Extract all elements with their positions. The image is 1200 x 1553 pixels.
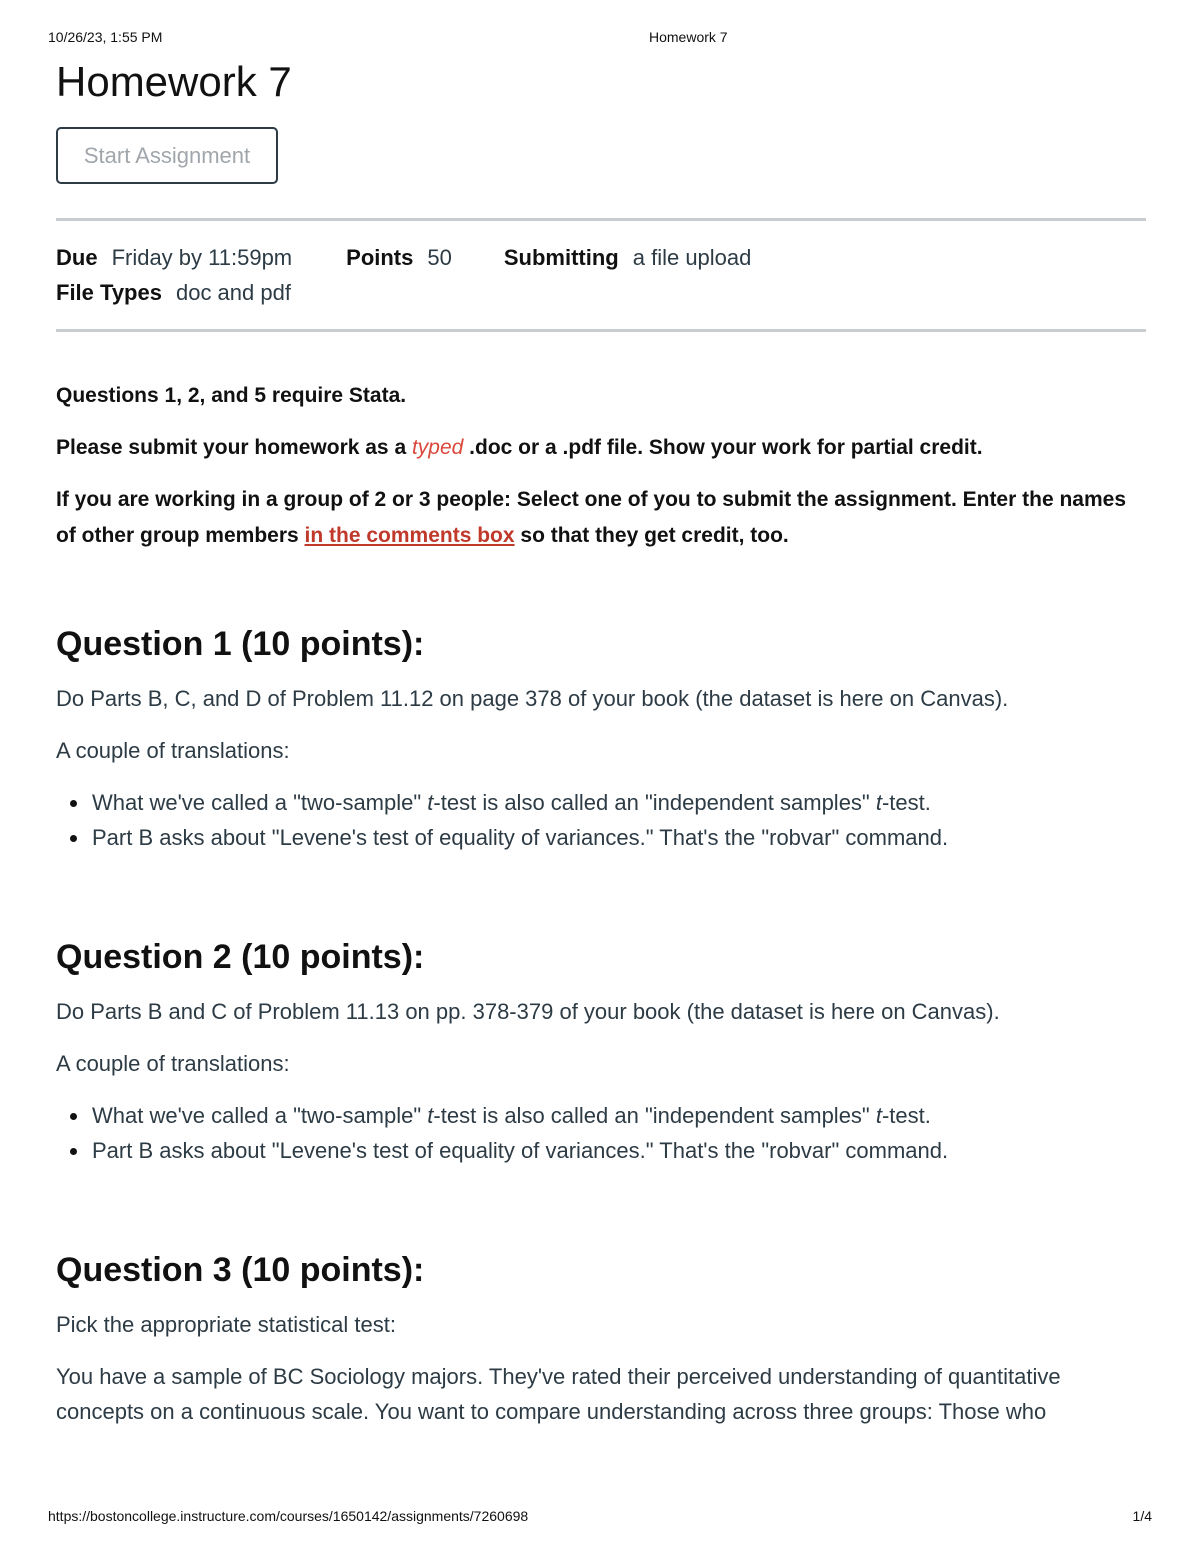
print-datetime: 10/26/23, 1:55 PM <box>48 29 163 45</box>
instructions <box>56 378 1146 554</box>
list-item: Part B asks about "Levene's test of equality of variances." That's the "robvar" command. <box>92 820 1146 855</box>
page-title: Homework 7 <box>56 58 292 105</box>
typed-emphasis: typed <box>411 436 464 459</box>
start-assignment-button[interactable]: Start Assignment <box>56 127 278 184</box>
question-2-heading: Question 2 (10 points): <box>56 938 425 976</box>
submission-format-note: Please submit your homework as a typed .doc or a .pdf file. Show your work for partial credit. <box>56 436 983 459</box>
list-item: Part B asks about "Levene's test of equality of variances." That's the "robvar" command. <box>92 1133 1146 1168</box>
details-divider-bottom <box>56 329 1146 332</box>
submitting-label: Submitting <box>503 245 619 270</box>
question-2-translations-list <box>56 1098 1146 1168</box>
question-1-heading: Question 1 (10 points): <box>56 625 425 663</box>
points-value: 50 <box>427 245 452 270</box>
submitting-value: a file upload <box>632 245 752 270</box>
print-page-title: Homework 7 <box>649 29 728 45</box>
file-types-value: doc and pdf <box>175 280 291 305</box>
comments-box-link[interactable]: in the comments box <box>304 524 515 547</box>
assignment-content <box>56 56 1146 1429</box>
question-1 <box>56 622 1146 855</box>
question-3-paragraph: You have a sample of BC Sociology majors. They've rated their perceived understanding of quantitative concepts on a continuous scale. You want to compare understanding across three groups: Those who <box>56 1364 1061 1424</box>
question-2-translations-intro: A couple of translations: <box>56 1051 290 1076</box>
due-value: Friday by 11:59pm <box>111 245 293 270</box>
list-item: What we've called a "two-sample" t-test is also called an "independent samples" t-test. <box>92 1098 1146 1133</box>
print-url: https://bostoncollege.instructure.com/courses/1650142/assignments/7260698 <box>48 1508 529 1524</box>
points-label: Points <box>346 245 414 270</box>
question-2-text: Do Parts B and C of Problem 11.13 on pp. 378-379 of your book (the dataset is here on Canvas). <box>56 999 1000 1024</box>
question-3-text: Pick the appropriate statistical test: <box>56 1312 396 1337</box>
question-1-translations-intro: A couple of translations: <box>56 738 290 763</box>
stata-requirement: Questions 1, 2, and 5 require Stata. <box>56 384 407 407</box>
group-submission-note: If you are working in a group of 2 or 3 people: Select one of you to submit the assignment. Enter the names of other group members in the comments box so that they get credit, too. <box>56 488 1126 547</box>
list-item: What we've called a "two-sample" t-test is also called an "independent samples" t-test. <box>92 785 1146 820</box>
question-1-translations-list <box>56 785 1146 855</box>
print-footer <box>48 1508 1152 1526</box>
details-row-1 <box>56 240 1146 275</box>
question-2 <box>56 935 1146 1168</box>
file-types-label: File Types <box>56 280 162 305</box>
question-1-text: Do Parts B, C, and D of Problem 11.12 on page 378 of your book (the dataset is here on Canvas). <box>56 686 1009 711</box>
due-label: Due <box>56 245 98 270</box>
assignment-details <box>56 221 1146 329</box>
print-page-number: 1/4 <box>1132 1508 1152 1524</box>
question-3-heading: Question 3 (10 points): <box>56 1251 425 1289</box>
details-row-2 <box>56 275 1146 310</box>
question-3 <box>56 1248 1146 1429</box>
print-header <box>48 29 1152 47</box>
